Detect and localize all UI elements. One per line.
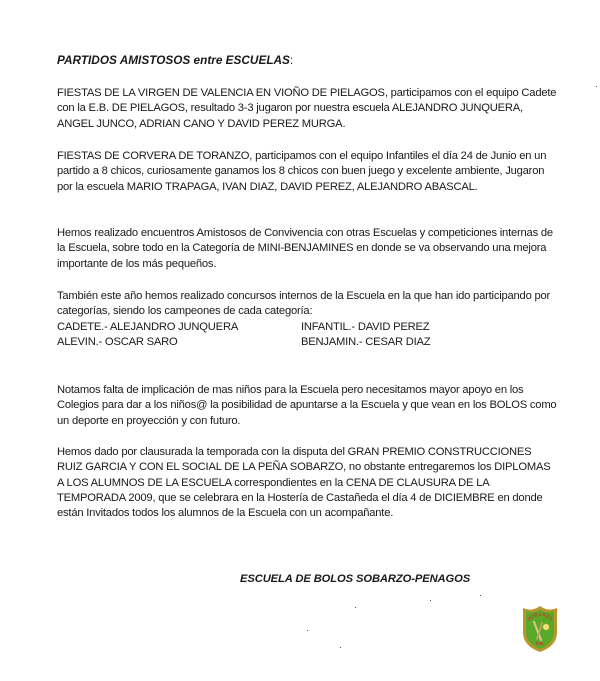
paragraph-implicacion: Notamos falta de implicación de mas niños para la Escuela pero necesitamos mayor apoyo en los Colegios para dar a los niños@ la posibilidad de apuntarse a la Escuela y que vean en los BOLOS como un deporte en proyección y con futuro. (57, 384, 557, 427)
champion-benjamin: BENJAMIN.- CESAR DIAZ (301, 336, 431, 349)
champion-alevin: ALEVIN.- OSCAR SARO (57, 336, 178, 349)
ball-icon (543, 624, 549, 630)
scan-speck (596, 86, 597, 87)
champion-infantil: INFANTIL.- DAVID PEREZ (301, 321, 430, 333)
signature: ESCUELA DE BOLOS SOBARZO-PENAGOS (240, 573, 471, 585)
shield-icon (520, 604, 560, 654)
title-text: PARTIDOS AMISTOSOS entre ESCUELAS (57, 53, 290, 67)
paragraph-concursos: También este año hemos realizado concursos internos de la Escuela en la que han ido participando por categorías, siendo los campeones de cada categoría: (57, 290, 551, 318)
scan-speck (430, 600, 431, 601)
scan-speck (355, 607, 356, 608)
title-colon: : (289, 53, 294, 67)
logo-top-textpath: SOBARZO (526, 611, 554, 623)
document-title (57, 53, 293, 67)
logo-bottom-text: P.B. (535, 641, 545, 646)
paragraph-corvera: FIESTAS DE CORVERA DE TORANZO, participamos con el equipo Infantiles el día 24 de Junio en un partido a 8 chicos, curiosamente ganamos los 8 chicos con buen juego y excelente ambiente, Jugaron por la escuela MARIO TRAPAGA, IVAN DIAZ, DAVID PEREZ, ALEJANDRO ABASCAL. (57, 150, 547, 193)
paragraph-clausura: Hemos dado por clausurada la temporada con la disputa del GRAN PREMIO CONSTRUCCIONES RUIZ GARCIA Y CON EL SOCIAL DE LA PEÑA SOBARZO, no obstante entregaremos los DIPLOMAS A LOS ALUMNOS DE LA ESCUELA correspondientes en la CENA DE CLAUSURA DE LA TEMPORADA 2009, que se celebrara en la Hostería de Castañeda el día 4 de DICIEMBRE en donde están Invitados todos los alumnos de la Escuela con un acompañante. (57, 446, 551, 520)
paragraph-valencia: FIESTAS DE LA VIRGEN DE VALENCIA EN VIOÑO DE PIELAGOS, participamos con el equipo Cadete con la E.B. DE PIELAGOS, resultado 3-3 jugaron por nuestra escuela ALEJANDRO JUNQUERA, ANGEL JUNCO, ADRIAN CANO Y DAVID PEREZ MURGA. (57, 87, 557, 130)
scan-speck (340, 647, 341, 648)
champions-row (57, 335, 457, 350)
club-shield-logo (520, 604, 560, 654)
champions-row (57, 320, 457, 335)
scan-speck (480, 595, 481, 596)
paragraph-convivencia: Hemos realizado encuentros Amistosos de Convivencia con otras Escuelas y competiciones internas de la Escuela, sobre todo en la Categoría de MINI-BENJAMINES en donde se va observando una mejora importante de los más pequeños. (57, 227, 553, 270)
scan-speck (307, 630, 308, 631)
champions-list (57, 320, 457, 351)
champion-cadete: CADETE.- ALEJANDRO JUNQUERA (57, 321, 239, 333)
